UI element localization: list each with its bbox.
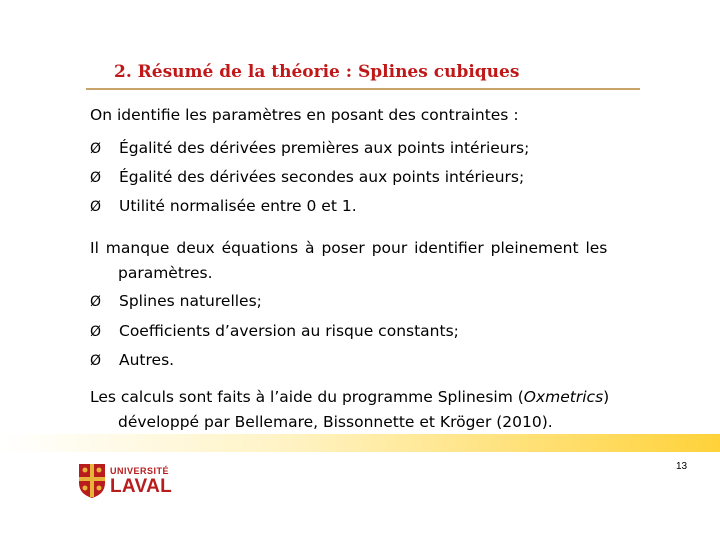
bullet-text: Splines naturelles; (119, 292, 262, 310)
bullet-text: Utilité normalisée entre 0 et 1. (119, 197, 357, 215)
bullet-item (90, 137, 690, 160)
arrow-bullet-icon: Ø (90, 324, 102, 340)
bullet-item (90, 290, 690, 313)
page-number: 13 (676, 461, 688, 472)
paragraph-line: Il manque deux équations à poser pour identifier pleinement les (90, 239, 608, 257)
bullet-text: Coefficients d’aversion au risque constants; (119, 322, 459, 340)
arrow-bullet-icon: Ø (90, 353, 102, 369)
text-run: ) (603, 388, 610, 406)
bullet-text: Égalité des dérivées premières aux points intérieurs; (119, 139, 530, 157)
software-name: Oxmetrics (523, 388, 604, 406)
arrow-bullet-icon: Ø (90, 170, 102, 186)
text-run: Les calculs sont faits à l’aide du programme Splinesim ( (90, 388, 524, 406)
paragraph-line: paramètres. (118, 264, 213, 282)
arrow-bullet-icon: Ø (90, 141, 102, 157)
bullet-item (90, 195, 690, 218)
slide-title: 2. Résumé de la théorie : Splines cubiques (114, 62, 520, 82)
intro-paragraph: On identifie les paramètres en posant des contraintes : (90, 106, 519, 124)
university-crest-icon (78, 463, 106, 499)
logo-laval-label: LAVAL (110, 476, 173, 497)
logo-university-label: UNIVERSITÉ (110, 466, 170, 476)
footer-gradient-bar (0, 434, 720, 452)
arrow-bullet-icon: Ø (90, 199, 102, 215)
bullet-item (90, 320, 690, 343)
bullet-item (90, 166, 690, 189)
bullet-text: Égalité des dérivées secondes aux points intérieurs; (119, 168, 525, 186)
bullet-item (90, 349, 690, 372)
paragraph-line (90, 385, 698, 410)
title-underline (86, 88, 640, 90)
missing-equations-paragraph (90, 236, 694, 286)
paragraph-line: développé par Bellemare, Bissonnette et Kröger (2010). (118, 413, 553, 431)
bullet-text: Autres. (119, 351, 175, 369)
arrow-bullet-icon: Ø (90, 294, 102, 310)
calculation-paragraph (90, 385, 698, 435)
